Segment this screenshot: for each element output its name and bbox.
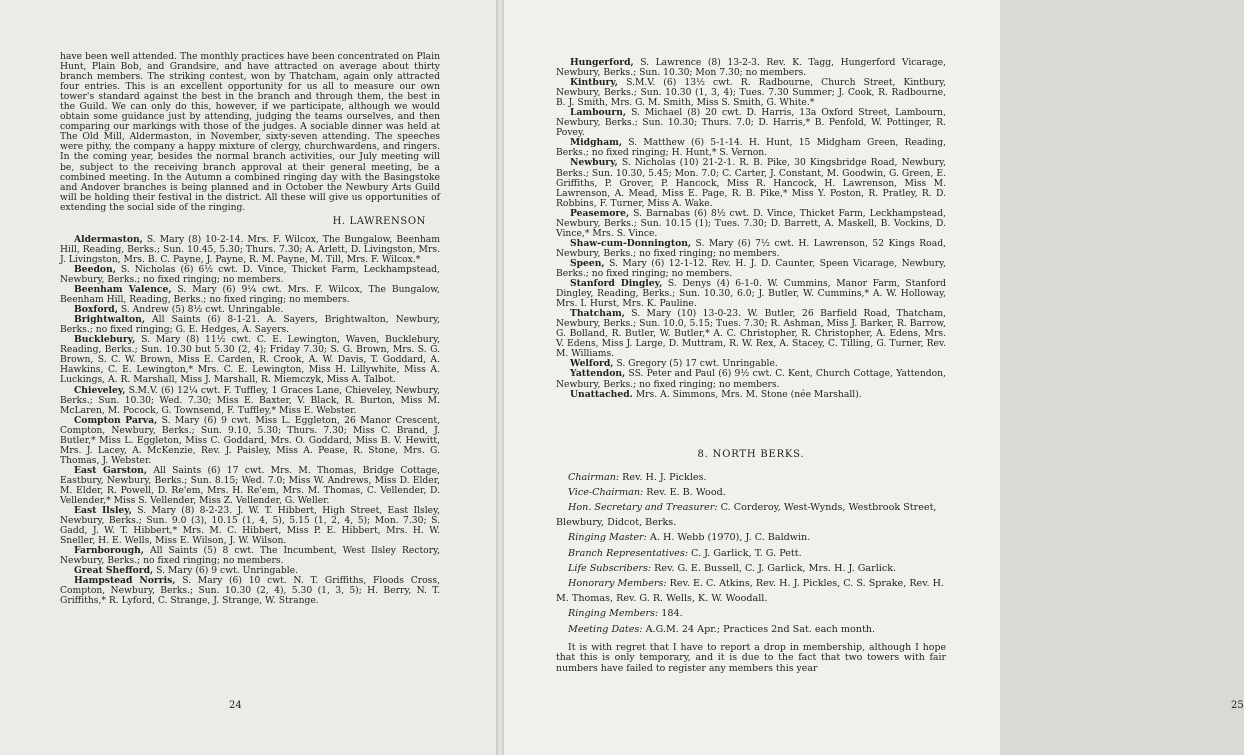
tower-name: Hungerford, <box>570 57 634 68</box>
tower-details: S. Matthew (6) 5-1-14. H. Hunt, 15 Midgham Green, Reading, Berks.; no fixed ringing; H. Hunt,* S. Vernon. <box>556 137 946 159</box>
tower-entry <box>556 158 946 208</box>
tower-list-left <box>60 235 440 607</box>
tower-entry <box>556 78 946 108</box>
tower-entry <box>556 390 946 400</box>
tower-name: Bucklebury, <box>74 334 136 346</box>
officer-list <box>556 470 946 637</box>
tower-name: Brightwalton, <box>74 314 146 326</box>
section-title: 8. NORTH BERKS. <box>697 448 805 460</box>
tower-name: Stanford Dingley, <box>570 278 663 290</box>
tower-details: Mrs. A. Simmons, Mrs. M. Stone (née Marshall). <box>632 388 862 400</box>
officer-label: Branch Representatives: <box>568 547 688 559</box>
tower-details: S. Mary (6) 9¼ cwt. Mrs. F. Wilcox, The Bungalow, Beenham Hill, Reading, Berks.; no fixed ringing; no members. <box>60 284 440 306</box>
tower-entry <box>60 285 440 305</box>
tower-entry <box>60 576 440 606</box>
tower-entry <box>60 235 440 265</box>
tower-details: S. Mary (6) 7½ cwt. H. Lawrenson, 52 Kings Road, Newbury, Berks.; no fixed ringing; no members. <box>556 237 946 259</box>
officer-row <box>556 485 946 500</box>
tower-entry <box>60 546 440 566</box>
tower-name: Great Shefford, <box>74 565 154 577</box>
tower-details: S. Nicholas (6) 6½ cwt. D. Vince, Thicket Farm, Leckhampstead, Newbury, Berks.; no fixed ringing; no members. <box>60 263 440 285</box>
tower-name: Newbury, <box>570 157 618 169</box>
tower-details: S. Mary (8) 11½ cwt. C. E. Lewington, Waven, Bucklebury, Reading, Berks.; Sun. 10.30 but 5.30 (2, 4); Friday 7.30; S. G. Brown, Mrs. S. G. Brown, S. C. W. Brown, Miss E. Carden, R. Crook, A. W. Davis, T. Goddard, A. Hawkins, C. E. Lewington,* Mrs. C. E. Lewington, Miss H. Lillywhite, Miss A. Luckings, A. R. Marshall, Miss J. Marshall, R. Miemczyk, Miss A. Talbot. <box>60 334 440 386</box>
tower-details: S.M.V. (6) 13½ cwt. R. Radbourne, Church Street, Kintbury, Newbury, Berks.; Sun. 10.30 (1, 3, 4); Tues. 7.30 Summer; J. Cook, R. Radbourne, B. J. Smith, Mrs. G. M. Smith, Miss S. Smith, G. White.* <box>556 77 946 109</box>
tower-entry <box>556 259 946 279</box>
officer-value: 184. <box>658 608 683 620</box>
intro-paragraph: have been well attended. The monthly practices have been concentrated on Plain Hunt, Plain Bob, and Grandsire, and have attracted on average about thirty branch members. The striking contest, won by Thatcham, again only attracted four entries. This is an excellent opportunity for us all to measure our own tower's standard against the best in the branch and through them, the best in the Guild. We can only do this, however, if we participate, although we would obtain some guidance just by attending, judging the teams ourselves, and then comparing our markings with those of the judges. A sociable dinner was held at The Old Mill, Aldermaston, in November, sixty-seven attending. The speeches were pithy, the company a happy mixture of clergy, churchwardens, and ringers. In the coming year, besides the normal branch activities, our July meeting will be, subject to the receiving branch approval at their general meeting, be a combined meeting. In the Autumn a combined ringing day with the Basingstoke and Andover branches is being planned and in October the Newbury Arts Guild will be holding their festival in the district. All these will give us opportunities of extending the social side of the ringing. <box>60 51 440 213</box>
left-page <box>0 0 500 755</box>
tower-entry <box>556 279 946 309</box>
tower-name: Boxford, <box>74 304 118 316</box>
tower-details: SS. Peter and Paul (6) 9½ cwt. C. Kent, Church Cottage, Yattendon, Newbury, Berks.; no fixed ringing; no members. <box>556 368 946 390</box>
closing-paragraph: It is with regret that I have to report a drop in membership, although I hope that this is only temporary, and it is due to the fact that two towers with fair numbers have failed to register any members this year <box>556 641 946 675</box>
tower-details: S. Denys (4) 6-1-0. W. Cummins, Manor Farm, Stanford Dingley, Reading, Berks.; Sun. 10.30, 6.0; J. Butler, W. Cummins,* A. W. Holloway, Mrs. I. Hurst, Mrs. K. Pauline. <box>556 278 947 310</box>
tower-name: East Garston, <box>74 464 148 476</box>
tower-details: S. Mary (6) 9 cwt. Unringable. <box>153 565 299 577</box>
tower-details: S. Gregory (5) 17 cwt. Unringable. <box>613 358 778 370</box>
officer-label: Honorary Members: <box>568 578 667 590</box>
officer-label: Chairman: <box>568 471 620 483</box>
tower-name: Welford, <box>570 358 614 370</box>
officer-row <box>556 606 946 621</box>
page-number-right: 25 <box>1231 700 1244 711</box>
tower-details: S. Mary (6) 12-1-12. Rev. H. J. D. Caunter, Speen Vicarage, Newbury, Berks.; no fixed ringing; no members. <box>556 257 946 279</box>
tower-details: S. Lawrence (8) 13-2-3. Rev. K. Tagg, Hungerford Vicarage, Newbury, Berks.; Sun. 10.30; Mon 7.30; no members. <box>556 57 946 79</box>
tower-details: S. Mary (10) 13-0-23. W. Butler, 26 Barfield Road, Thatcham, Newbury, Berks.; Sun. 10.0, 5.15; Tues. 7.30; R. Ashman, Miss J. Barker, R. Barrow, G. Bolland, R. Butler, W. Butler,* A. C. Christopher, R. Christopher, A. Edens, Mrs. V. Edens, Miss J. Large, D. Muttram, R. W. Rex, A. Stacey, C. Tilling, G. Turner, Rev. M. Williams. <box>556 308 946 360</box>
tower-entry <box>556 108 946 138</box>
officer-label: Meeting Dates: <box>568 623 643 635</box>
tower-details: S. Andrew (5) 8½ cwt. Unringable. <box>117 304 284 316</box>
officer-value: Rev. E. B. Wood. <box>643 486 726 498</box>
officer-value: C. Corderoy, West-Wynds, Westbrook Street, Blewbury, Didcot, Berks. <box>556 502 937 529</box>
tower-details: S. Mary (6) 10 cwt. N. T. Griffiths, Floods Cross, Compton, Newbury, Berks.; Sun. 10.30 (2, 4), 5.30 (1, 3, 5); H. Berry, N. T. Griffiths,* R. Lyford, C. Strange, J. Strange, W. Strange. <box>60 575 441 607</box>
officer-label: Hon. Secretary and Treasurer: <box>568 502 718 514</box>
tower-details: All Saints (6) 17 cwt. Mrs. M. Thomas, Bridge Cottage, Eastbury, Newbury, Berks.; Sun. 8.15; Wed. 7.0; Miss W. Andrews, Miss D. Elder, M. Elder, R. Powell, D. Re'em, Mrs. H. Re'em, Mrs. M. Thomas, C. Vellender, D. Vellender,* Miss S. Vellender, Miss Z. Vellender, G. Weller. <box>60 464 440 507</box>
officer-row <box>556 561 946 576</box>
tower-name: Lambourn, <box>570 107 627 119</box>
tower-entry <box>556 239 946 259</box>
tower-name: Beenham Valence, <box>74 284 172 296</box>
tower-name: Thatcham, <box>570 308 625 320</box>
tower-details: All Saints (6) 8-1-21. A. Sayers, Brightwalton, Newbury, Berks.; no fixed ringing; G. E. Hedges, A. Sayers. <box>60 314 440 336</box>
tower-name: Beedon, <box>74 263 116 275</box>
officer-row <box>556 546 946 561</box>
officer-row <box>556 576 946 606</box>
tower-details: S. Mary (6) 9 cwt. Miss L. Eggleton, 26 Manor Crescent, Compton, Newbury, Berks.; Sun. 9.10, 5.30; Thurs. 7.30; Miss C. Brand, J. Butler,* Miss L. Eggleton, Miss C. Goddard, Mrs. O. Goddard, Miss B. V. Hewitt, Mrs. J. Lacey, A. McKenzie, Rev. J. Paisley, Miss A. Pease, R. Stone, Mrs. G. Thomas, J. Webster. <box>60 414 441 466</box>
tower-name: Unattached. <box>570 388 633 400</box>
tower-entry <box>60 416 440 466</box>
tower-entry <box>556 369 946 389</box>
officer-value: A. H. Webb (1970), J. C. Baldwin. <box>646 532 811 544</box>
tower-name: Midgham, <box>570 137 623 149</box>
tower-name: Yattendon, <box>570 368 626 380</box>
tower-name: Aldermaston, <box>74 233 143 245</box>
officer-value: Rev. G. E. Bussell, C. J. Garlick, Mrs. H. J. Garlick. <box>651 562 897 574</box>
officer-value: C. J. Garlick, T. G. Pett. <box>687 547 802 559</box>
tower-details: S. Mary (8) 10-2-14. Mrs. F. Wilcox, The Bungalow, Beenham Hill, Reading, Berks.; Sun. 10.45, 5.30; Thurs. 7.30; A. Arlett, D. Livingston, Mrs. J. Livingston, Mrs. B. C. Payne, J. Payne, R. M. Payne, M. Till, Mrs. F. Wilcox.* <box>60 233 440 265</box>
officer-value: A.G.M. 24 Apr.; Practices 2nd Sat. each month. <box>642 623 876 635</box>
tower-entry <box>556 309 946 359</box>
tower-details: S. Nicholas (10) 21-2-1. R. B. Pike, 30 Kingsbridge Road, Newbury, Berks.; Sun. 10.30, 5.45; Mon. 7.0; C. Carter, J. Constant, M. Goodwin, G. Green, E. Griffiths, P. Grover, P. Hancock, Miss R. Hancock, H. Lawrenson, Miss M. Lawrenson, A. Mead, Miss E. Page, R. B. Pike,* Miss Y. Poston, R. Pratley, R. D. Robbins, F. Turner, Miss A. Wake. <box>556 157 946 209</box>
tower-name: Kintbury, <box>570 77 618 89</box>
tower-entry <box>60 506 440 546</box>
officer-row <box>556 500 946 530</box>
officer-label: Ringing Members: <box>568 608 659 620</box>
tower-entry <box>60 265 440 285</box>
officer-value: Rev. H. J. Pickles. <box>619 471 707 483</box>
tower-entry <box>60 466 440 506</box>
tower-name: East Ilsley, <box>74 505 132 517</box>
tower-details: S. Michael (8) 20 cwt. D. Harris, 13a Oxford Street, Lambourn, Newbury, Berks.; Sun. 10.30; Thurs. 7.0; D. Harris,* B. Penfold, W. Pottinger, R. Povey. <box>556 107 946 139</box>
tower-entry <box>556 58 946 78</box>
officer-label: Life Subscribers: <box>568 562 652 574</box>
tower-name: Peasemore, <box>570 207 630 219</box>
tower-entry <box>556 138 946 158</box>
page-number-left: 24 <box>229 700 242 711</box>
officer-label: Ringing Master: <box>568 532 647 544</box>
officer-row <box>556 530 946 545</box>
tower-name: Shaw-cum-Donnington, <box>570 237 692 249</box>
tower-details: S.M.V. (6) 12¼ cwt. F. Tuffley, 1 Graces Lane, Chieveley, Newbury, Berks.; Sun. 10.30; Wed. 7.30; Miss E. Baxter, V. Black, R. Burton, Miss M. McLaren, M. Pocock, G. Townsend, F. Tuffley,* Miss E. Webster. <box>60 384 440 416</box>
signature: H. LAWRENSON <box>332 215 426 227</box>
right-page <box>500 0 1244 755</box>
tower-name: Compton Parva, <box>74 414 158 426</box>
tower-entry <box>60 315 440 335</box>
tower-name: Farnborough, <box>74 545 144 557</box>
officer-row <box>556 470 946 485</box>
tower-entry <box>60 335 440 385</box>
tower-details: All Saints (5) 8 cwt. The Incumbent, West Ilsley Rectory, Newbury, Berks.; no fixed ringing; no members. <box>60 545 440 567</box>
tower-entry <box>556 209 946 239</box>
officer-row <box>556 622 946 637</box>
tower-details: S. Mary (8) 8-2-23. J. W. T. Hibbert, High Street, East Ilsley, Newbury, Berks.; Sun. 9.0 (3), 10.15 (1, 4, 5), 5.15 (1, 2, 4, 5); Mon. 7.30; S. Gadd, J. W. T. Hibbert,* Mrs. M. C. Hibbert, Miss P. E. Hibbert, Mrs. H. W. Sneller, H. E. Wells, Miss E. Wilson, J. W. Wilson. <box>60 505 440 547</box>
tower-name: Hampstead Norris, <box>74 575 176 587</box>
tower-details: S. Barnabas (6) 8½ cwt. D. Vince, Thicket Farm, Leckhampstead, Newbury, Berks.; Sun. 10.15 (1); Tues. 7.30; D. Barrett, A. Maskell, B. Vockins, D. Vince,* Mrs. S. Vince. <box>556 207 946 239</box>
tower-name: Chieveley, <box>74 384 126 396</box>
tower-name: Speen, <box>570 257 605 269</box>
tower-list-right <box>556 58 946 400</box>
tower-entry <box>60 386 440 416</box>
book-gutter <box>496 0 504 755</box>
officer-value: Rev. E. C. Atkins, Rev. H. J. Pickles, C. S. Sprake, Rev. H. M. Thomas, Rev. G. R. Wells, K. W. Woodall. <box>556 578 945 605</box>
officer-label: Vice-Chairman: <box>568 486 644 498</box>
